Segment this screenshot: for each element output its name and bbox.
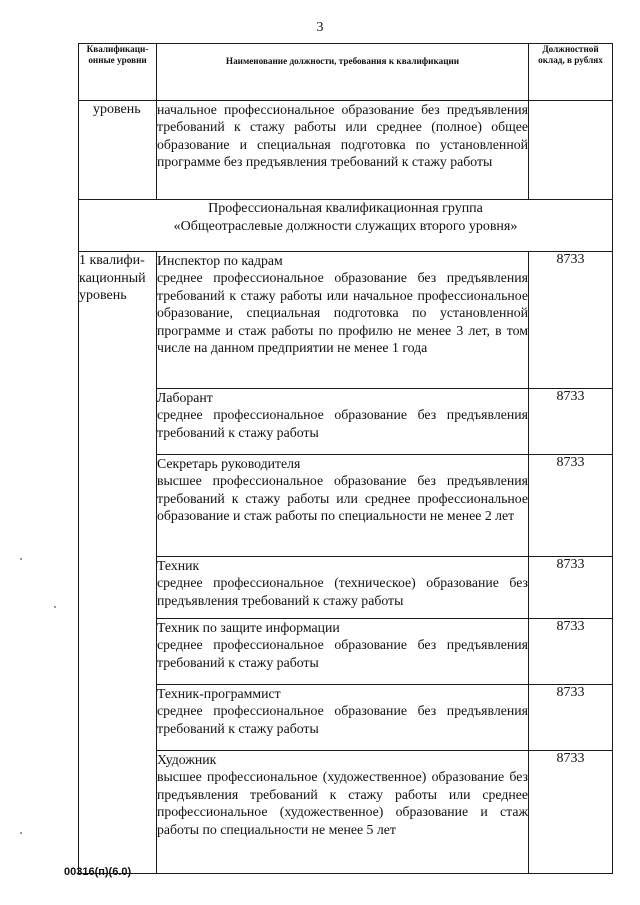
position-description <box>157 389 529 455</box>
qualification-level-1: 1 квалифи- кационный уровень <box>79 252 157 874</box>
position-salary: 8733 <box>529 455 613 557</box>
position-description <box>157 455 529 557</box>
position-row <box>79 619 613 685</box>
position-salary: 8733 <box>529 389 613 455</box>
group-heading-line2: «Общеотраслевые должности служащих второго уровня» <box>173 218 518 234</box>
position-requirements: среднее профессиональное образование без предъявления требований к стажу работы <box>157 703 528 736</box>
position-salary: 8733 <box>529 751 613 874</box>
position-requirements: среднее профессиональное образование без предъявления требований к стажу работы <box>157 637 528 670</box>
group-heading-line1: Профессиональная квалификационная группа <box>208 201 483 216</box>
position-description <box>157 252 529 389</box>
position-row <box>79 557 613 619</box>
position-title: Техник <box>157 558 200 573</box>
qualification-table <box>78 43 613 874</box>
position-title: Лаборант <box>157 390 213 405</box>
position-requirements: высшее профессиональное (художественное) образование без предъявления требований к стажу работы или среднее профессиональное (художественное) образование и стаж работы по специальности не менее 5 лет <box>157 769 528 837</box>
position-description <box>157 557 529 619</box>
position-requirements: среднее профессиональное образование без предъявления требований к стажу работы <box>157 407 528 440</box>
position-row <box>79 751 613 874</box>
level-continuation: уровень <box>79 101 157 200</box>
group-heading-row <box>79 200 613 252</box>
position-title: Художник <box>157 752 217 767</box>
position-row <box>79 252 613 389</box>
table-header-row <box>79 44 613 101</box>
position-row <box>79 685 613 751</box>
document-code: 00316(п)(6.0) <box>64 866 132 878</box>
position-title: Секретарь руководителя <box>157 456 301 471</box>
position-row <box>79 455 613 557</box>
group-heading <box>79 200 613 252</box>
header-position-requirements: Наименование должности, требования к квалификации <box>157 44 529 101</box>
position-description <box>157 619 529 685</box>
page-number: 3 <box>316 20 324 35</box>
position-salary: 8733 <box>529 619 613 685</box>
position-requirements: высшее профессиональное образование без предъявления требований к стажу работы или среднее профессиональное образование и стаж работы по специальности не менее 2 лет <box>157 473 528 524</box>
position-description <box>157 751 529 874</box>
position-salary: 8733 <box>529 557 613 619</box>
position-title: Техник-программист <box>157 686 281 701</box>
header-qualification-levels: Квалификаци- онные уровни <box>79 44 157 101</box>
continuation-row <box>79 101 613 200</box>
position-title: Инспектор по кадрам <box>157 253 283 268</box>
position-requirements: среднее профессиональное образование без предъявления требований к стажу работы или начальное профессиональное образование, специальная подготовка по установленной программе и стаж работы по профилю не менее 3 лет, в том числе на данном предприятии не менее 1 года <box>157 270 528 356</box>
header-salary: Должностной оклад, в рублях <box>529 44 613 101</box>
position-salary: 8733 <box>529 252 613 389</box>
position-salary: 8733 <box>529 685 613 751</box>
continuation-requirements: начальное профессиональное образование без предъявления требований к стажу работы или среднее (полное) общее образование и специальная подготовка по установленной программе без предъявления требований к стажу работы <box>157 101 529 200</box>
position-row <box>79 389 613 455</box>
continuation-salary <box>529 101 613 200</box>
position-requirements: среднее профессиональное (техническое) образование без предъявления требований к стажу работы <box>157 575 528 608</box>
position-description <box>157 685 529 751</box>
position-title: Техник по защите информации <box>157 620 340 635</box>
